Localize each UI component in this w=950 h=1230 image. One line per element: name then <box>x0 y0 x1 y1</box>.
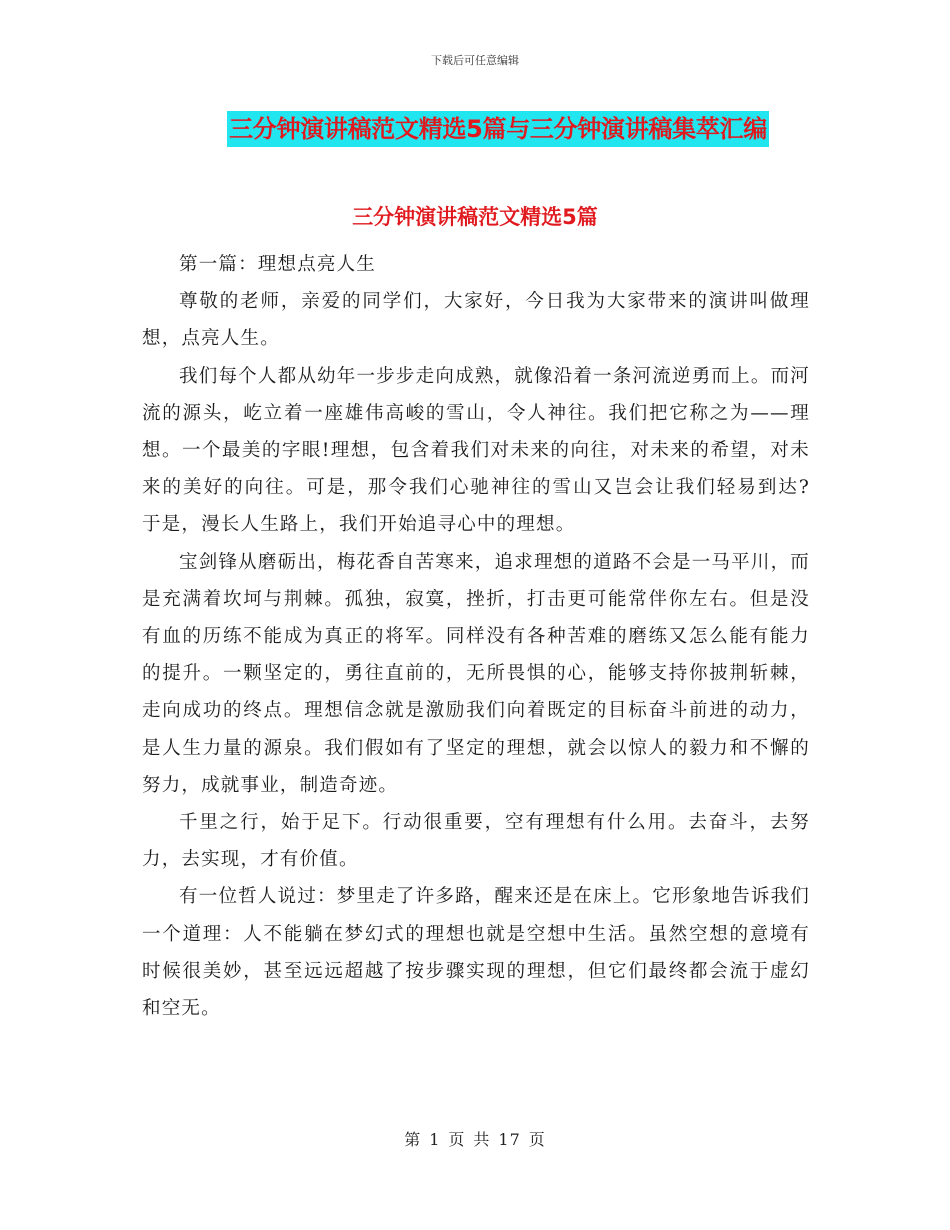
footer-label-unit: 页 <box>448 1130 466 1149</box>
body-paragraph: 我们每个人都从幼年一步步走向成熟，就像沿着一条河流逆勇而上。而河流的源头，屹立着一座雄伟高峻的雪山，令人神往。我们把它称之为——理想。一个最美的字眼!理想，包含着我们对未来的向往，对未来的希望，对未来的美好的向往。可是，那令我们心驰神往的雪山又岂会让我们轻易到达? 于是，漫长人生路上，我们开始追寻心中的理想。 <box>142 365 810 536</box>
footer-label-unit-end: 页 <box>528 1130 546 1149</box>
page-footer <box>0 1127 950 1150</box>
body-paragraph: 有一位哲人说过：梦里走了许多路，醒来还是在床上。它形象地告诉我们一个道理：人不能躺在梦幻式的理想也就是空想中生活。虽然空想的意境有时候很美妙，甚至远远超越了按步骤实现的理想，但它们最终都会流于虚幻和空无。 <box>142 886 810 1020</box>
body-paragraph: 千里之行，始于足下。行动很重要，空有理想有什么用。去奋斗，去努力，去实现，才有价值。 <box>142 812 810 871</box>
body-paragraph: 尊敬的老师，亲爱的同学们，大家好，今日我为大家带来的演讲叫做理想，点亮人生。 <box>142 291 810 350</box>
footer-label-page: 第 <box>404 1130 422 1149</box>
body-paragraph: 宝剑锋从磨砺出，梅花香自苦寒来，追求理想的道路不会是一马平川，而是充满着坎坷与荆棘。孤独，寂寞，挫折，打击更可能常伴你左右。但是没有血的历练不能成为真正的将军。同样没有各种苦难的磨练又怎么能有能力的提升。一颗坚定的，勇往直前的，无所畏惧的心，能够支持你披荆斩棘，走向成功的终点。理想信念就是激励我们向着既定的目标奋斗前进的动力，是人生力量的源泉。我们假如有了坚定的理想，就会以惊人的毅力和不懈的努力，成就事业，制造奇迹。 <box>142 551 810 796</box>
document-body <box>142 246 810 1027</box>
header-note: 下载后可任意编辑 <box>431 54 519 67</box>
total-pages-number: 17 <box>498 1130 521 1149</box>
main-title-container <box>0 111 950 147</box>
section-title: 三分钟演讲稿范文精选5篇 <box>352 205 598 229</box>
footer-label-total: 共 <box>473 1130 491 1149</box>
current-page-number: 1 <box>429 1130 441 1149</box>
document-title: 三分钟演讲稿范文精选5篇与三分钟演讲稿集萃汇编 <box>227 111 769 147</box>
chapter-heading: 第一篇：理想点亮人生 <box>179 254 377 275</box>
